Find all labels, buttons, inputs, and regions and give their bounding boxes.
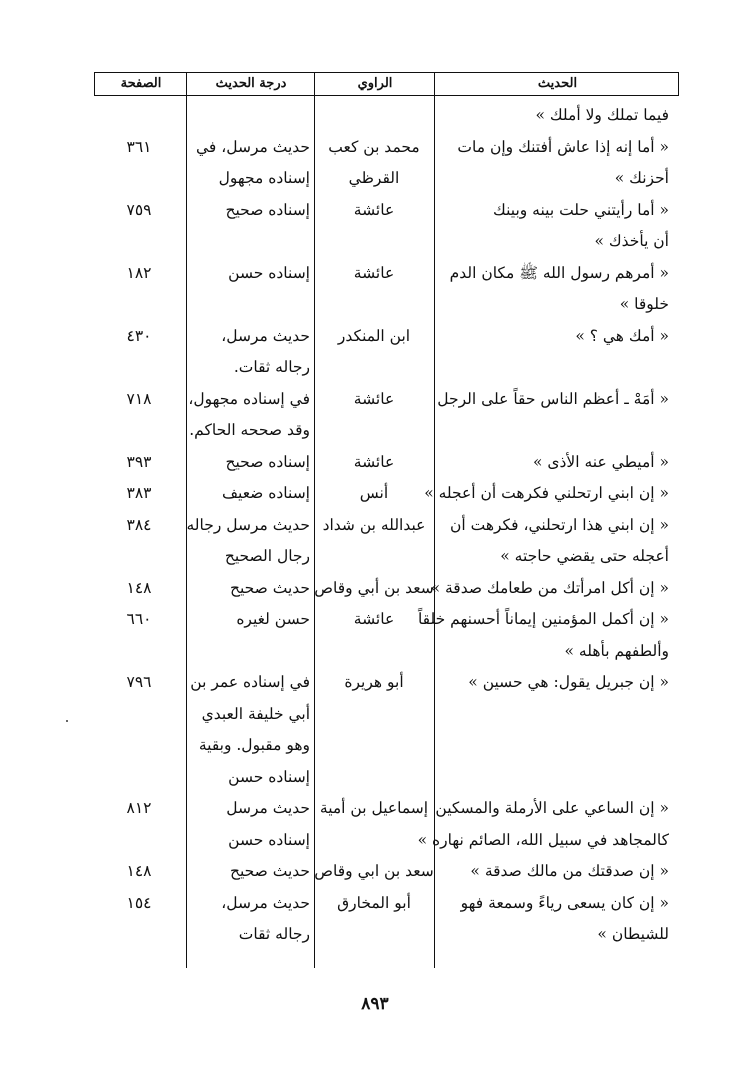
grade-text: إسناده ضعيف xyxy=(221,484,310,502)
grade-text: إسناده مجهول xyxy=(218,169,310,187)
grade-text: إسناده حسن xyxy=(228,263,310,282)
page-ref: ١٨٢ xyxy=(126,263,152,282)
hadith-text: « إن الساعي على الأرملة والمسكين xyxy=(435,799,669,817)
narrator-text: عائشة xyxy=(353,610,395,628)
page-ref: ٣٨٤ xyxy=(126,515,152,534)
page-ref: ٣٨٣ xyxy=(126,484,152,502)
grade-text: في إسناده مجهول، xyxy=(188,389,310,408)
hadith-text: « أما إنه إذا عاش أفتنك وإن مات xyxy=(457,137,669,156)
narrator-text: أبو هريرة xyxy=(344,673,404,691)
grade-text: حديث صحيح xyxy=(229,578,310,597)
hadith-text: « أميطي عنه الأذى » xyxy=(532,452,669,471)
hadith-text: أن يأخذك » xyxy=(594,232,669,250)
page-ref: ١٥٤ xyxy=(126,893,152,912)
hadith-text: « إن أكمل المؤمنين إيماناً أحسنهم خلقاً xyxy=(417,610,669,628)
page-ref: ٣٩٣ xyxy=(126,452,152,471)
hadith-text: للشيطان » xyxy=(597,925,669,943)
header-hadith: الحديث xyxy=(537,76,578,91)
page-ref: ٧٥٩ xyxy=(126,200,152,219)
hadith-text: وألطفهم بأهله » xyxy=(564,641,669,660)
hadith-text: « أمرهم رسول الله ﷺ مكان الدم xyxy=(449,263,669,282)
grade-text: وهو مقبول. وبقية xyxy=(198,736,310,754)
grade-text: إسناده صحيح xyxy=(225,200,310,219)
scan-speck xyxy=(66,720,68,722)
header-page: الصفحة xyxy=(120,76,162,91)
page-ref: ٦٦٠ xyxy=(126,610,152,628)
page-ref: ٨١٢ xyxy=(126,799,152,817)
hadith-text: خلوقا » xyxy=(619,295,669,313)
header-daraja: درجة الحديث xyxy=(215,76,287,91)
grade-text: حديث مرسل xyxy=(226,799,310,817)
grade-text: إسناده حسن xyxy=(228,767,310,786)
grade-text: حديث مرسل رجاله xyxy=(186,515,310,534)
grade-text: حديث مرسل، xyxy=(221,893,310,912)
hadith-text: « إن كان يسعى رياءً وسمعة فهو xyxy=(460,893,669,912)
hadith-text: فيما تملك ولا أملك » xyxy=(535,106,669,124)
grade-text: أبي خليفة العبدي xyxy=(201,704,310,723)
grade-text: حسن لغيره xyxy=(236,610,310,628)
page-ref: ٣٦١ xyxy=(126,137,152,156)
grade-text: وقد صححه الحاكم. xyxy=(189,421,310,439)
narrator-text: أبو المخارق xyxy=(337,893,411,912)
hadith-text: « أمك هي ؟ » xyxy=(575,326,669,345)
grade-text: حديث صحيح xyxy=(229,862,310,880)
narrator-text: عائشة xyxy=(353,389,395,408)
grade-text: في إسناده عمر بن xyxy=(190,673,310,691)
hadith-table xyxy=(94,72,681,968)
hadith-text: كالمجاهد في سبيل الله، الصائم نهاره » xyxy=(417,830,669,849)
narrator-text: محمد بن كعب xyxy=(328,137,420,156)
hadith-text: « أمَهْ ـ أعظم الناس حقاً على الرجل xyxy=(437,389,669,408)
page-ref: ٧١٨ xyxy=(126,389,152,408)
page-ref: ٤٣٠ xyxy=(126,326,152,345)
page-ref: ١٤٨ xyxy=(126,578,152,597)
grade-text: إسناده صحيح xyxy=(225,452,310,471)
narrator-text: عائشة xyxy=(353,200,395,219)
narrator-text: ابن المنكدر xyxy=(337,326,411,345)
page-number: ٨٩٣ xyxy=(361,994,389,1014)
page-ref: ١٤٨ xyxy=(126,862,152,880)
hadith-text: « إن ابني ارتحلني فكرهت أن أعجله » xyxy=(424,484,669,502)
hadith-text: « إن صدقتك من مالك صدقة » xyxy=(470,862,669,880)
narrator-text: عبدالله بن شداد xyxy=(322,515,426,534)
narrator-text: سعد بن ابي وقاص xyxy=(314,862,434,880)
narrator-text: أنس xyxy=(359,484,389,502)
narrator-text: سعد بن أبي وقاص xyxy=(314,578,434,597)
hadith-text: « إن جبريل يقول: هي حسين » xyxy=(468,673,669,691)
hadith-text: « أما رأيتني حلت بينه وبينك xyxy=(493,200,669,219)
narrator-text: إسماعيل بن أمية xyxy=(319,799,429,817)
narrator-text: عائشة xyxy=(353,452,395,471)
grade-text: إسناده حسن xyxy=(228,830,310,849)
hadith-text: أحزنك » xyxy=(614,169,669,187)
table-header xyxy=(94,72,679,96)
hadith-text: « إن أكل امرأتك من طعامك صدقة » xyxy=(430,578,669,597)
grade-text: رجاله ثقات. xyxy=(233,358,310,376)
grade-text: حديث مرسل، xyxy=(221,326,310,345)
hadith-text: « إن ابني هذا ارتحلني، فكرهت أن xyxy=(449,515,669,534)
narrator-text: عائشة xyxy=(353,263,395,282)
grade-text: رجاله ثقات xyxy=(238,925,310,943)
narrator-text: القرظي xyxy=(348,169,400,187)
grade-text: حديث مرسل، في xyxy=(195,137,310,156)
hadith-text: أعجله حتى يقضي حاجته » xyxy=(500,547,669,565)
page-ref: ٧٩٦ xyxy=(126,673,152,691)
header-rawi: الراوي xyxy=(357,76,393,91)
grade-text: رجال الصحيح xyxy=(224,547,310,565)
